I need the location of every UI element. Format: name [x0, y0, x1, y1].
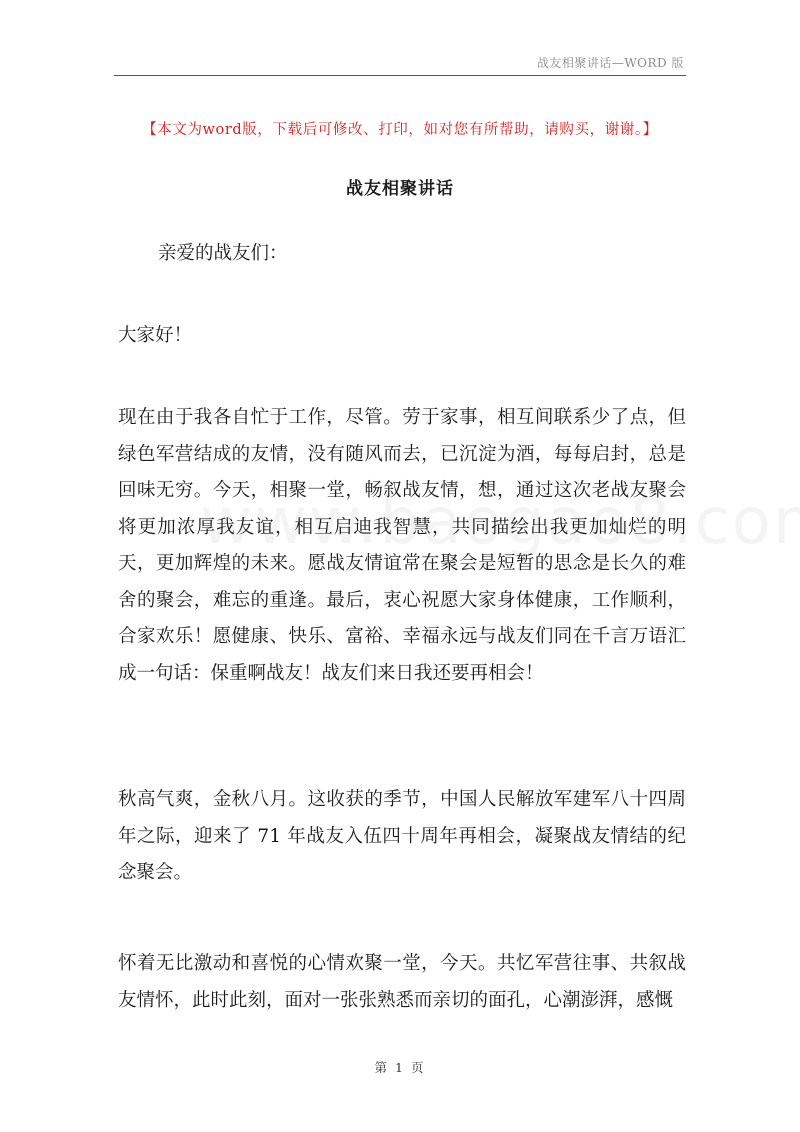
greeting: 大家好！ [118, 325, 193, 346]
purchase-notice: 【本文为word版，下载后可修改、打印，如对您有所帮助，请购买，谢谢。】 [142, 122, 658, 138]
salutation: 亲爱的战友们： [158, 243, 288, 264]
header-divider [114, 75, 686, 76]
paragraph-1: 现在由于我各自忙于工作，尽管。劳于家事，相互间联系少了点，但绿色军营结成的友情，没有随风而去，已沉淀为酒，每每启封，总是回味无穷。今天，相聚一堂，畅叙战友情，想，通过这次老战友聚会将更加浓厚我友谊，相互启迪我智慧，共同描绘出我更加灿烂的明天，更加辉煌的未来。愿战友情谊常在聚会是短暂的思念是长久的难舍的聚会，难忘的重逢。最后，衷心祝愿大家身体健康，工作顺利，合家欢乐！愿健康、快乐、富裕、幸福永远与战友们同在千言万语汇成一句话：保重啊战友！战友们来日我还要再相会！ [118, 407, 686, 684]
paragraph-2: 秋高气爽，金秋八月。这收获的季节，中国人民解放军建军八十四周年之际，迎来了 71 年战友入伍四十周年再相会，凝聚战友情结的纪念聚会。 [118, 789, 686, 883]
paragraph-3: 怀着无比激动和喜悦的心情欢聚一堂，今天。共忆军营往事、共叙战友情怀，此时此刻，面对一张张熟悉而亲切的面孔，心潮澎湃，感慨 [118, 953, 686, 1011]
document-title: 战友相聚讲话 [346, 179, 454, 199]
page-number: 第 1 页 [374, 1060, 426, 1075]
running-header: 战友相聚讲话—WORD 版 [536, 56, 684, 70]
